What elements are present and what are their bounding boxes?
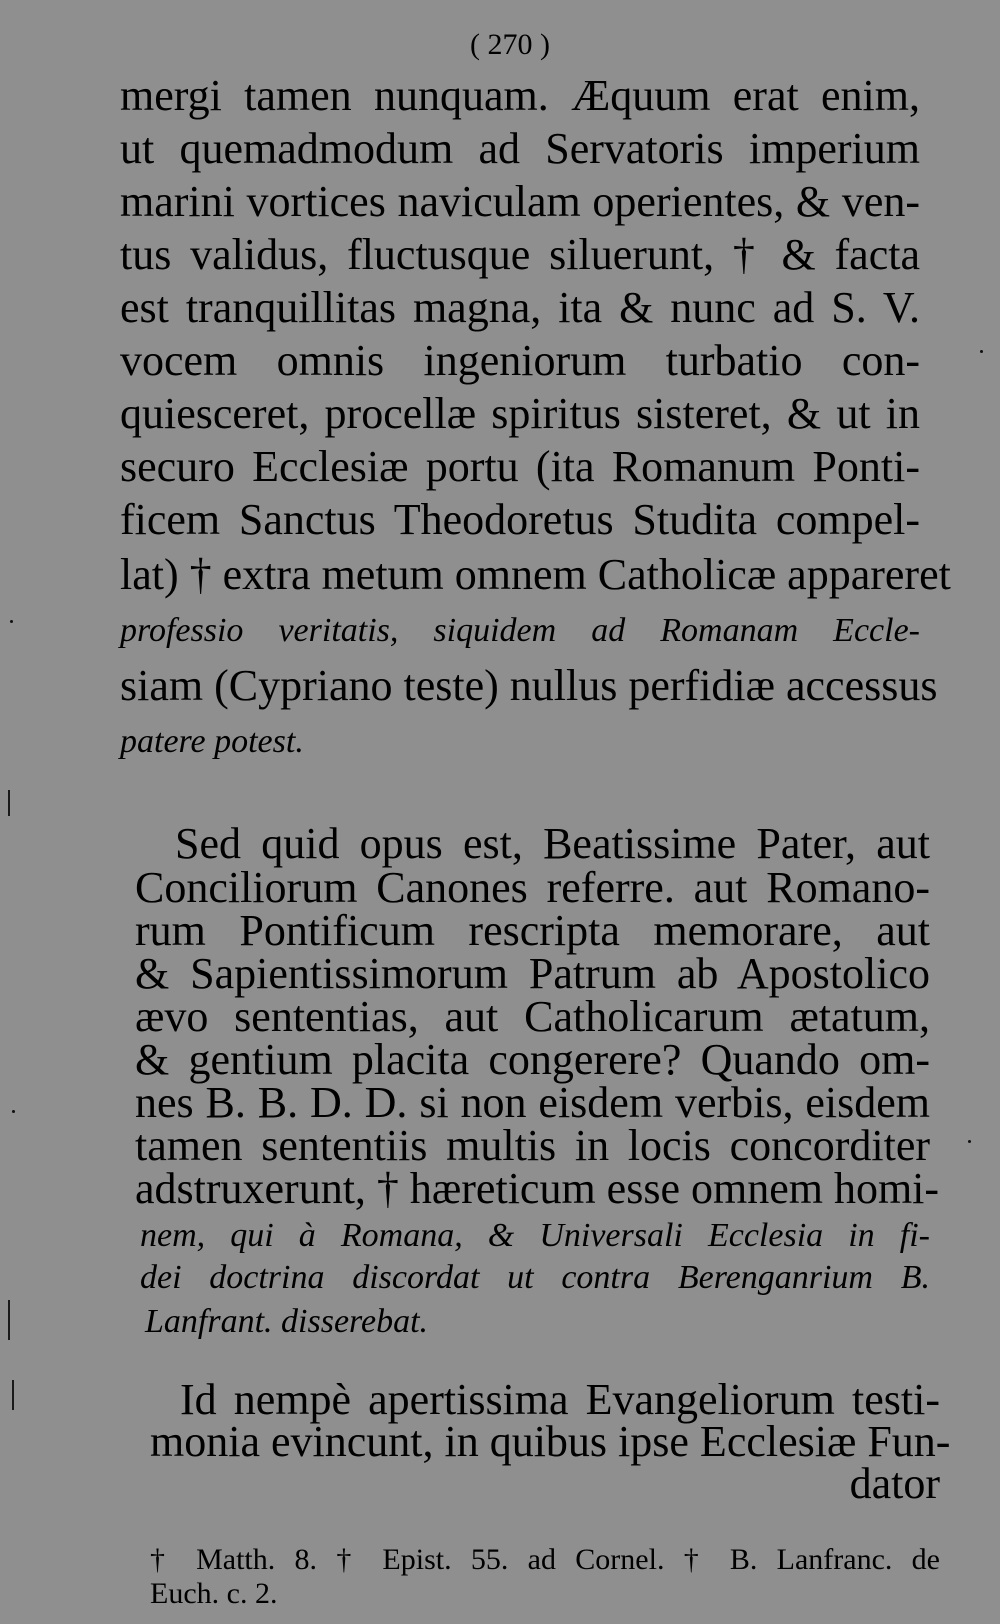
scan-artifact xyxy=(12,1380,14,1410)
catchword: dator xyxy=(849,1459,940,1508)
text-line: ut quemadmodum ad Servatoris imperium xyxy=(120,124,920,173)
scan-artifact xyxy=(8,1300,10,1340)
text-line: & gentium placita congerere? Quando om- xyxy=(135,1035,930,1084)
text-line: mergi tamen nunquam. Æquum erat enim, xyxy=(120,71,920,120)
text-line: Conciliorum Canones referre. aut Romano- xyxy=(135,863,930,912)
scan-artifact xyxy=(980,350,983,353)
text-line: ævo sententias, aut Catholicarum ætatum, xyxy=(135,992,930,1041)
page-number: ( 270 ) xyxy=(470,28,550,61)
text-line: patere potest. xyxy=(120,723,304,760)
text-line: dei doctrina discordat ut contra Berenganrium B. xyxy=(140,1259,930,1296)
text-line: professio veritatis, siquidem ad Romanam Eccle- xyxy=(120,612,920,649)
footnote: † Matth. 8. † Epist. 55. ad Cornel. † B. Lanfranc. de xyxy=(150,1543,940,1576)
text-line: nes B. B. D. D. si non eisdem verbis, eisdem xyxy=(135,1078,930,1127)
footnote: Euch. c. 2. xyxy=(150,1577,278,1610)
text-line: est tranquillitas magna, ita & nunc ad S. V. xyxy=(120,283,920,332)
text-line: securo Ecclesiæ portu (ita Romanum Ponti- xyxy=(120,442,920,491)
text-line: & Sapientissimorum Patrum ab Apostolico xyxy=(135,949,930,998)
text-line: tus validus, fluctusque siluerunt, † & facta xyxy=(120,230,920,279)
scan-artifact xyxy=(10,620,13,623)
scan-artifact xyxy=(8,790,10,816)
text-line: Lanfrant. disserebat. xyxy=(145,1303,429,1340)
text-line: lat) † extra metum omnem Catholicæ appareret xyxy=(120,550,951,599)
text-line: ficem Sanctus Theodoretus Studita compel- xyxy=(120,495,920,544)
text-line: Id nempè apertissima Evangeliorum testi- xyxy=(180,1375,940,1424)
scan-artifact xyxy=(968,1140,971,1143)
text-line: marini vortices naviculam operientes, & ven- xyxy=(120,177,920,226)
text-line: quiesceret, procellæ spiritus sisteret, & ut in xyxy=(120,389,920,438)
text-line: vocem omnis ingeniorum turbatio con- xyxy=(120,336,920,385)
text-line: Sed quid opus est, Beatissime Pater, aut xyxy=(175,819,930,868)
text-line: nem, qui à Romana, & Universali Ecclesia in fi- xyxy=(140,1217,930,1254)
text-line: adstruxerunt, † hæreticum esse omnem homi- xyxy=(135,1164,940,1213)
text-line: tamen sententiis multis in locis concorditer xyxy=(135,1121,930,1170)
text-line: monia evincunt, in quibus ipse Ecclesiæ Fun- xyxy=(150,1417,951,1466)
text-line: rum Pontificum rescripta memorare, aut xyxy=(135,906,930,955)
scan-artifact xyxy=(12,1110,15,1113)
text-line: siam (Cypriano teste) nullus perfidiæ accessus xyxy=(120,661,938,710)
